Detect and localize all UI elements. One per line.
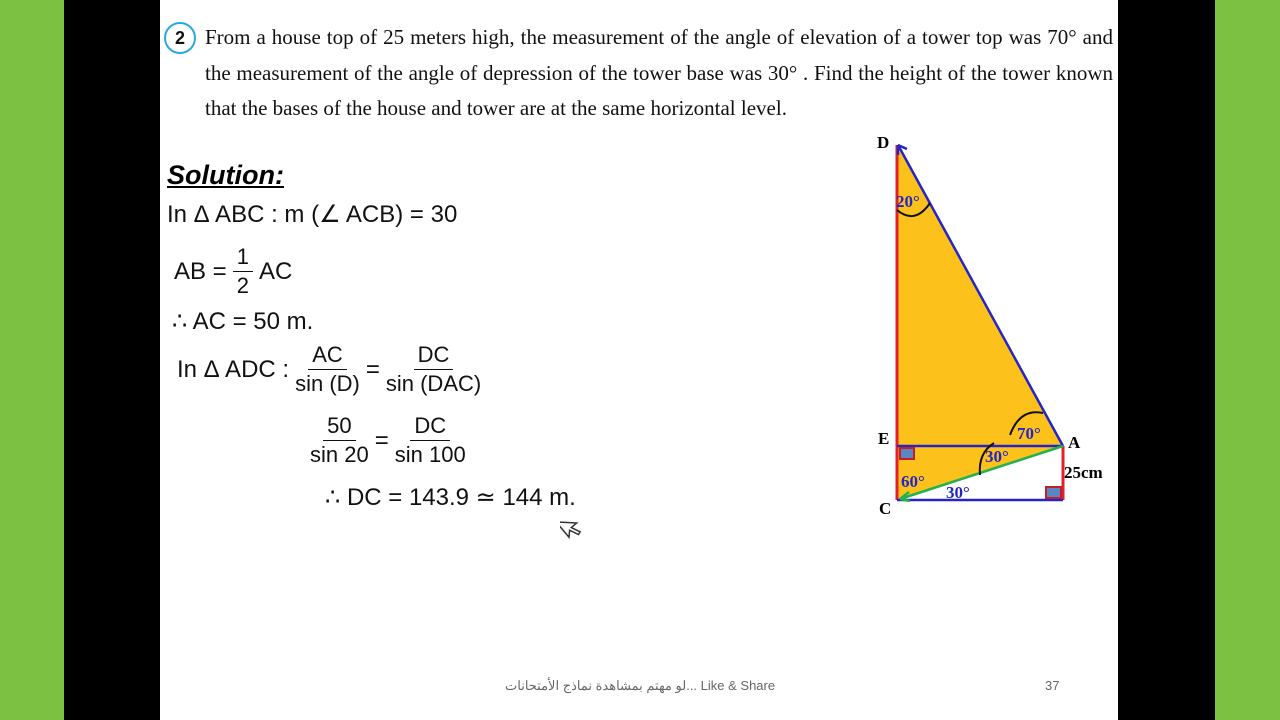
equals: = [374, 426, 389, 454]
step-5 [310, 412, 466, 469]
svg-text:25cm: 25cm [1064, 463, 1103, 482]
fraction: DC sin (DAC) [385, 342, 482, 396]
fraction: $\frac{DC}{\sin 100}$ [394, 413, 466, 467]
step-3: ∴ AC = 50 m. [172, 308, 314, 335]
fraction: $\frac{50}{\sin 20}$ [310, 413, 369, 467]
lhs: In Δ ADC : [177, 355, 290, 383]
right-border [1215, 0, 1280, 720]
triangle-diagram [860, 125, 1120, 525]
svg-text:60°: 60° [901, 472, 925, 491]
svg-text:E: E [878, 429, 890, 448]
solution-heading: Solution: [167, 160, 284, 190]
footer-text: لو مهتم بمشاهدة نماذج الأمتحانات... Like & Share [505, 678, 776, 693]
question-number: 2 [164, 22, 196, 54]
equals: = [365, 355, 380, 383]
step-2 [174, 243, 292, 300]
svg-text:D: D [877, 133, 890, 152]
left-border [0, 0, 64, 720]
fraction-half: $\frac{1}{2}$ [233, 243, 253, 300]
svg-text:A: A [1068, 433, 1081, 452]
fraction: $\frac{AC}{\sin (D)}$ [295, 342, 360, 396]
step-1: In Δ ABC : m (∠ ACB) = 30 [167, 201, 458, 228]
step-6: ∴ DC = 143.9 ≃ 144 m. [325, 484, 576, 511]
svg-text:70°: 70° [1017, 424, 1041, 443]
lhs: AB = [174, 257, 227, 285]
svg-text:C: C [879, 499, 892, 518]
svg-text:30°: 30° [985, 447, 1009, 466]
step-4 [177, 341, 481, 398]
rhs: AC [258, 257, 293, 285]
svg-text:20°: 20° [896, 192, 920, 211]
slide [160, 0, 1118, 720]
svg-text:30°: 30° [946, 483, 970, 502]
mouse-cursor-icon [560, 512, 594, 546]
question-text: From a house top of 25 meters high, the measurement of the angle of elevation of a tower top was 70° and the measurement of the angle of depression of the tower base was 30° . Find the height of the tower known that the bases of the house and tower are at the same horizontal level. [205, 25, 1113, 120]
page-number: 37 [1045, 678, 1060, 693]
